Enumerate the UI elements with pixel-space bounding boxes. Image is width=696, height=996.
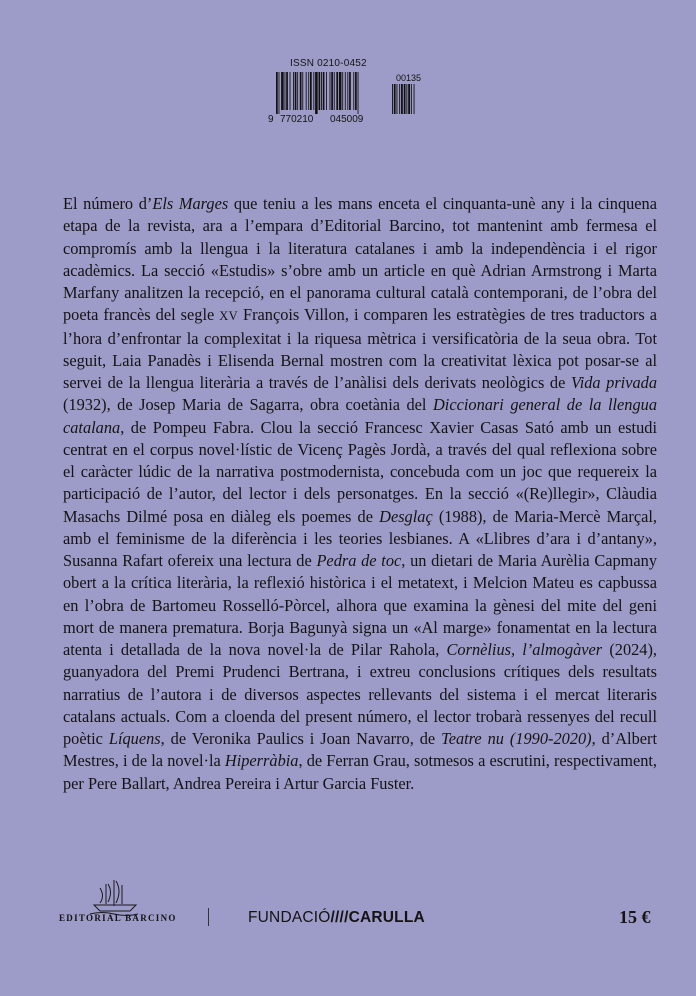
barcode-bar — [315, 72, 318, 114]
barcode-bar — [330, 72, 331, 110]
barcode-addon-bar — [397, 84, 398, 114]
barcode-bar — [358, 72, 359, 114]
barcode-bar — [286, 72, 288, 110]
barcode-bar — [321, 72, 322, 110]
barcode-addon-bar — [408, 84, 410, 114]
barcode-digits-left: 770210 — [280, 114, 314, 125]
barcode-bar — [331, 72, 333, 110]
barcode-bar — [290, 72, 291, 110]
barcode-bar — [353, 72, 354, 110]
barcode-bar — [276, 72, 278, 114]
foundation-logo: FUNDACIÓ////CARULLA — [248, 909, 425, 926]
barcode-bar — [308, 72, 309, 110]
barcode-bar — [323, 72, 325, 110]
barcode-bar — [285, 72, 286, 110]
barcode-addon-bar — [399, 84, 400, 114]
barcode-bar — [347, 72, 348, 110]
barcode-addon-bar — [394, 84, 396, 114]
barcode-icon — [268, 72, 418, 114]
issn-label: ISSN 0210-0452 — [290, 58, 367, 69]
barcode-addon-number: 00135 — [396, 73, 422, 83]
barcode-bar — [334, 72, 335, 110]
barcode-bar — [281, 72, 284, 110]
barcode-bar — [326, 72, 327, 110]
back-cover-summary: El número d’Els Marges que teniu a les mans enceta el cinquanta-unè any i la cinquena etapa de la revista, ara a l’empara d’Editorial Barcino, tot mantenint amb fermesa el compromís amb la llengua i la literatura catalanes i amb la independència i el rigor acadèmics. La secció «Estudis» s’obre amb un article en què Adrian Armstrong i Marta Marfany analitzen la recepció, en el panorama cultural català contemporani, de l’obra del poeta francès del segle XV François Villon, i comparen les estratègies de tres traductors a l’hora d’enfrontar la complexitat i la riquesa mètrica i versificatòria de la seua obra. Tot seguit, Laia Panadès i Elisenda Bernal mostren com la creativitat lèxica pot posar-se al servei de la llengua literària a través de l’anàlisi dels derivats neològics de Vida privada (1932), de Josep Maria de Sagarra, obra coetània del Diccionari general de la llengua catalana, de Pompeu Fabra. Clou la secció Francesc Xavier Casas Sató amb un estudi centrat en el corpus novel·lístic de Vicenç Pagès Jordà, a través del qual reflexiona sobre el caràcter lúdic de la narrativa postmodernista, concebuda com un joc que requereix la participació de l’autor, del lector i dels personatges. En la secció «(Re)llegir», Clàudia Masachs Dilmé posa en diàleg els poemes de Desglaç (1988), de Maria-Mercè Marçal, amb el feminisme de la diferència i les teories lesbianes. A «Llibres d’ara i d’antany», Susanna Rafart ofereix una lectura de Pedra de toc, un dietari de Maria Aurèlia Capmany obert a la crítica literària, la reflexió històrica i el metatext, i Melcion Mateu es capbussa en l’obra de Bartomeu Rosselló-Pòrcel, alhora que examina la gènesi del mite del geni mort de manera prematura. Borja Bagunyà signa un «Al marge» fonamentat en la lectura atenta i detallada de la nova novel·la de Pilar Rahola, Cornèlius, l’almogàver (2024), guanyadora del Premi Prudenci Bertrana, i extreu conclusions crítiques dels resultats narratius de l’autora i de diversos aspectes rellevants del sistema i el mercat literaris catalans actuals. Com a cloenda del present número, el lector trobarà ressenyes del recull poètic Líquens, de Veronika Paulics i Joan Navarro, de Teatre nu (1990-2020), d’Albert Mestres, i de la novel·la Hiperràbia, de Ferran Grau, sotmesos a escrutini, respectivament, per Pere Ballart, Andrea Pereira i Artur Garcia Fuster. — [63, 194, 657, 793]
barcode-bar — [293, 72, 294, 110]
barcode-bar — [279, 72, 280, 114]
barcode-digits-right: 045009 — [330, 114, 364, 125]
barcode-bar — [336, 72, 338, 110]
barcode-bar — [339, 72, 342, 110]
barcode-digit-first: 9 — [268, 114, 274, 125]
footer-divider — [208, 908, 209, 926]
barcode-bar — [342, 72, 343, 110]
barcode-addon-bar — [404, 84, 406, 114]
barcode-bar — [319, 72, 321, 110]
barcode-bar — [349, 72, 351, 110]
barcode-bar — [295, 72, 297, 110]
barcode-bar — [306, 72, 307, 110]
barcode-addon-bar — [401, 84, 403, 114]
barcode-addon-bar — [392, 84, 393, 114]
barcode-block — [268, 58, 422, 126]
barcode-bar — [310, 72, 312, 110]
price-label: 15 € — [619, 907, 651, 927]
barcode-bar — [355, 72, 357, 110]
barcode-bar — [300, 72, 302, 110]
barcode-bar — [313, 72, 314, 110]
barcode-addon-bar — [406, 84, 407, 114]
barcode-addon-bar — [414, 84, 415, 114]
barcode-bar — [302, 72, 303, 110]
barcode-bar — [345, 72, 346, 110]
barcode-addon-bar — [411, 84, 412, 114]
publisher-name: EDITORIAL BARCINO — [59, 913, 177, 923]
barcode-bar — [297, 72, 298, 110]
